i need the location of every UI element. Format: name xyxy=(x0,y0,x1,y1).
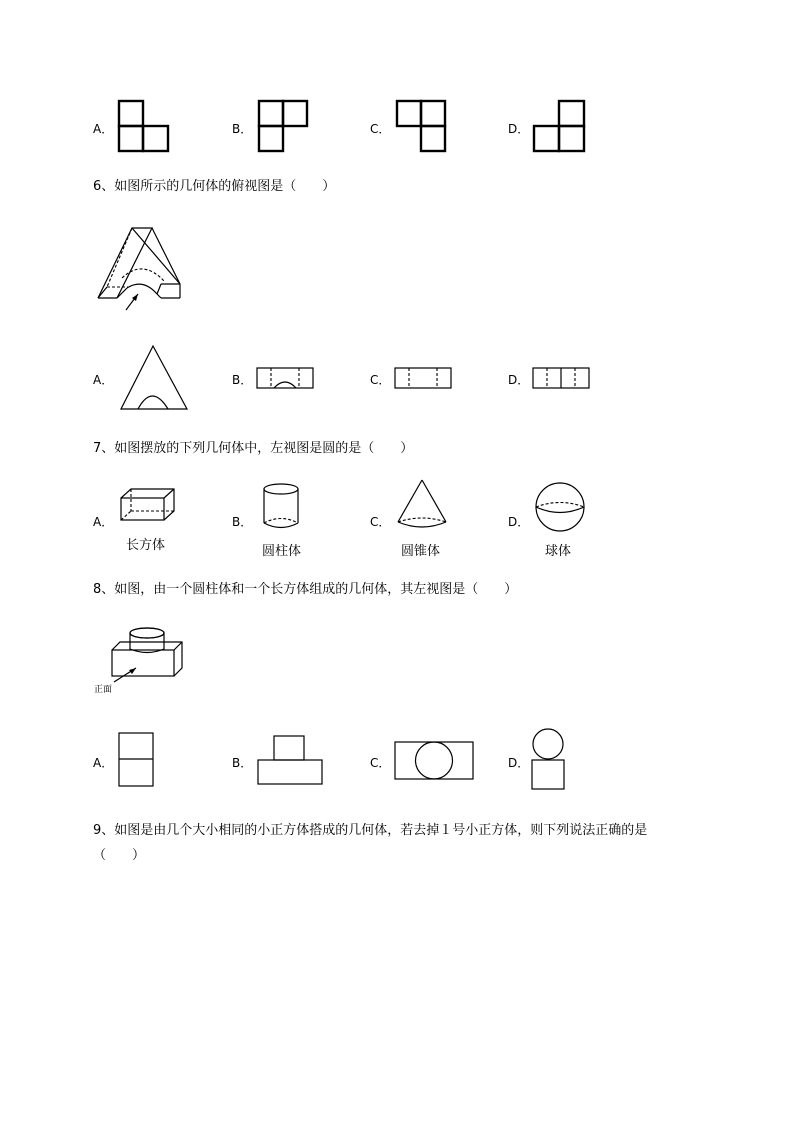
q6-option-b-label[interactable]: B． xyxy=(232,373,253,387)
q8-front-label: 正面 xyxy=(94,685,113,695)
q7-option-c-label[interactable]: C． xyxy=(370,515,391,529)
q5-option-a-figure[interactable] xyxy=(118,100,170,152)
q7-text: 7、如图摆放的下列几何体中，左视图是圆的是（ ） xyxy=(93,441,414,456)
q8-option-d-figure[interactable] xyxy=(530,728,568,792)
q7-option-a-label[interactable]: A． xyxy=(93,515,114,529)
q7-option-b-cylinder[interactable] xyxy=(262,482,300,530)
q7-option-a-cuboid[interactable] xyxy=(120,488,176,522)
q6-option-d-figure[interactable] xyxy=(532,367,592,389)
q8-option-a-figure[interactable] xyxy=(118,732,156,788)
q8-option-c-figure[interactable] xyxy=(394,741,476,781)
q5-option-d-label[interactable]: D． xyxy=(508,122,530,136)
q8-option-b-figure[interactable] xyxy=(257,735,325,787)
q6-option-d-label[interactable]: D． xyxy=(508,373,530,387)
q6-option-c-figure[interactable] xyxy=(394,367,454,389)
q7-option-b-label[interactable]: B． xyxy=(232,515,253,529)
q7-caption-sphere: 球体 xyxy=(545,544,572,559)
q6-option-b-figure[interactable] xyxy=(256,367,316,389)
q9-answer-paren: （ ） xyxy=(93,848,146,863)
q9-text: 9、如图是由几个大小相同的小正方体搭成的几何体，若去掉１号小正方体，则下列说法正确的是 xyxy=(93,823,648,838)
q7-option-d-label[interactable]: D． xyxy=(508,515,530,529)
q5-option-a-label[interactable]: A． xyxy=(93,122,114,136)
q6-option-c-label[interactable]: C． xyxy=(370,373,391,387)
q7-caption-cuboid: 长方体 xyxy=(126,538,166,553)
q6-option-a-figure[interactable] xyxy=(120,345,190,411)
q5-option-c-label[interactable]: C． xyxy=(370,122,391,136)
q8-text: 8、如图，由一个圆柱体和一个长方体组成的几何体，其左视图是（ ） xyxy=(93,582,518,597)
q7-option-d-sphere[interactable] xyxy=(534,482,586,532)
q6-option-a-label[interactable]: A． xyxy=(93,373,114,387)
q7-caption-cylinder: 圆柱体 xyxy=(262,544,302,559)
q8-option-d-label[interactable]: D． xyxy=(508,756,530,770)
q6-solid-figure xyxy=(95,222,190,314)
q5-option-b-label[interactable]: B． xyxy=(232,122,253,136)
q5-option-d-figure[interactable] xyxy=(533,100,587,152)
q8-option-c-label[interactable]: C． xyxy=(370,756,391,770)
q8-option-a-label[interactable]: A． xyxy=(93,756,114,770)
q8-option-b-label[interactable]: B． xyxy=(232,756,253,770)
q5-option-c-figure[interactable] xyxy=(396,100,448,152)
q5-option-b-figure[interactable] xyxy=(258,100,310,152)
q7-option-c-cone[interactable] xyxy=(396,478,448,530)
q6-text: 6、如图所示的几何体的俯视图是（ ） xyxy=(93,179,336,194)
q7-caption-cone: 圆锥体 xyxy=(401,544,441,559)
